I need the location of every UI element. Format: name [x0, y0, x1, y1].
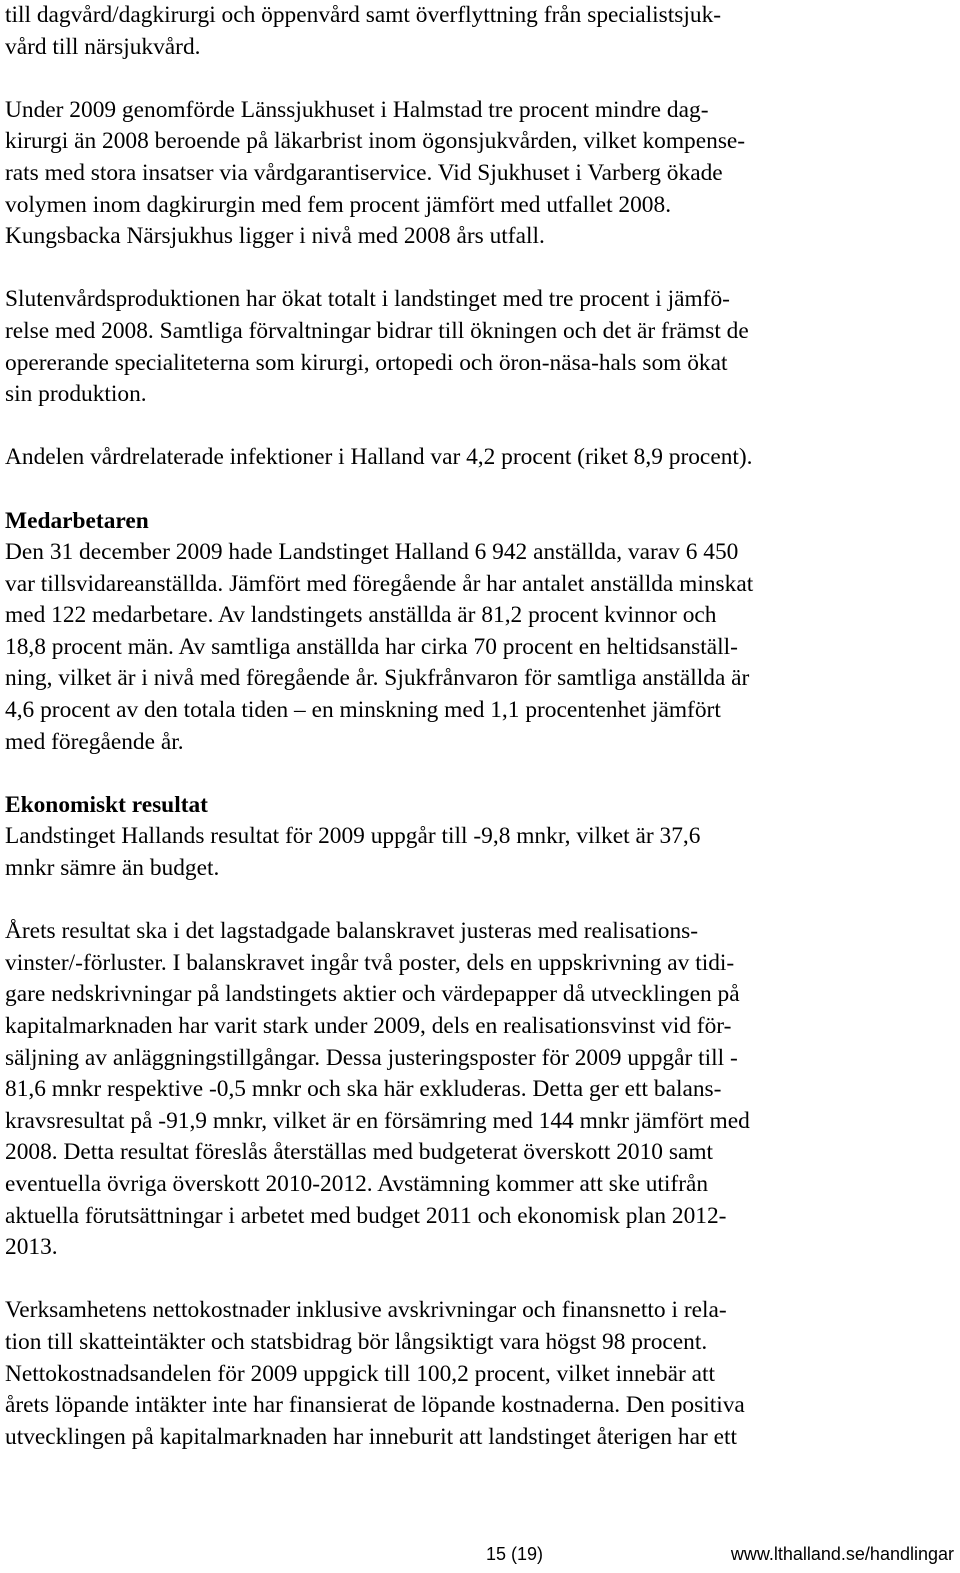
section-heading: Medarbetaren: [5, 507, 149, 534]
paragraph-gap: [5, 474, 955, 506]
text-line: 81,6 mnkr respektive -0,5 mnkr och ska här exkluderas. Detta ger ett balans-: [5, 1076, 722, 1103]
paragraph: [5, 916, 955, 1264]
paragraph-gap: [5, 411, 955, 443]
paragraph-gap: [5, 1264, 955, 1296]
section-heading: Ekonomiskt resultat: [5, 791, 208, 818]
paragraph: [5, 284, 955, 410]
text-line: Andelen vårdrelaterade infektioner i Halland var 4,2 procent (riket 8,9 procent).: [5, 444, 753, 471]
text-line: tion till skatteintäkter och statsbidrag bör långsiktigt vara högst 98 procent.: [5, 1328, 708, 1355]
text-line: Under 2009 genomförde Länssjukhuset i Halmstad tre procent mindre dag-: [5, 96, 709, 123]
text-line: 2013.: [5, 1234, 58, 1261]
text-line: med föregående år.: [5, 728, 184, 755]
text-line: till dagvård/dagkirurgi och öppenvård samt överflyttning från specialistsjuk-: [5, 2, 722, 28]
text-line: Den 31 december 2009 hade Landstinget Halland 6 942 anställda, varav 6 450: [5, 539, 739, 566]
text-line: med 122 medarbetare. Av landstingets anställda är 81,2 procent kvinnor och: [5, 602, 717, 629]
paragraph-gap: [5, 63, 955, 95]
section-ekonomiskt-resultat: [5, 790, 955, 885]
text-line: vård till närsjukvård.: [5, 33, 201, 60]
text-line: Landstinget Hallands resultat för 2009 uppgår till -9,8 mnkr, vilket är 37,6: [5, 823, 701, 850]
paragraph-gap: [5, 885, 955, 917]
text-line: ning, vilket är i nivå med föregående år. Sjukfrånvaron för samtliga anställda är: [5, 665, 750, 692]
text-line: vinster/-förluster. I balanskravet ingår två poster, dels en uppskrivning av tidi-: [5, 949, 735, 976]
paragraph-gap: [5, 253, 955, 285]
text-line: kapitalmarknaden har varit stark under 2009, dels en realisationsvinst vid för-: [5, 1013, 732, 1039]
text-line: säljning av anläggningstillgångar. Dessa justeringsposter för 2009 uppgår till -: [5, 1044, 738, 1071]
text-line: kirurgi än 2008 beroende på läkarbrist inom ögonsjukvården, vilket kompense-: [5, 128, 746, 155]
text-line: rats med stora insatser via vårdgarantiservice. Vid Sjukhuset i Varberg ökade: [5, 159, 723, 186]
text-line: Verksamhetens nettokostnader inklusive avskrivningar och finansnetto i rela-: [5, 1297, 727, 1324]
paragraph: [5, 0, 955, 63]
text-line: opererande specialiteterna som kirurgi, ortopedi och öron-näsa-hals som ökat: [5, 349, 728, 376]
text-line: eventuella övriga överskott 2010-2012. Avstämning kommer att ske utifrån: [5, 1170, 709, 1197]
text-line: kravsresultat på -91,9 mnkr, vilket är en försämring med 144 mnkr jämfört med: [5, 1107, 750, 1134]
paragraph: [5, 442, 955, 474]
section-medarbetaren: [5, 506, 955, 759]
paragraph: [5, 95, 955, 253]
paragraph: [5, 1295, 955, 1453]
text-line: 18,8 procent män. Av samtliga anställda har cirka 70 procent en heltidsanställ-: [5, 633, 738, 660]
text-line: relse med 2008. Samtliga förvaltningar bidrar till ökningen och det är främst de: [5, 317, 749, 344]
text-line: 4,6 procent av den totala tiden – en minskning med 1,1 procentenhet jämfört: [5, 697, 721, 724]
text-line: Årets resultat ska i det lagstadgade balanskravet justeras med realisations-: [5, 918, 699, 945]
text-line: Kungsbacka Närsjukhus ligger i nivå med 2008 års utfall.: [5, 223, 545, 250]
text-line: volymen inom dagkirurgin med fem procent jämfört med utfallet 2008.: [5, 191, 672, 218]
text-line: årets löpande intäkter inte har finansierat de löpande kostnaderna. Den positiva: [5, 1392, 745, 1419]
text-line: mnkr sämre än budget.: [5, 855, 220, 882]
text-line: sin produktion.: [5, 381, 147, 408]
page-number: 15 (19): [486, 1544, 544, 1564]
text-line: utvecklingen på kapitalmarknaden har inneburit att landstinget återigen har ett: [5, 1423, 737, 1450]
paragraph-gap: [5, 758, 955, 790]
text-line: aktuella förutsättningar i arbetet med budget 2011 och ekonomisk plan 2012-: [5, 1202, 727, 1229]
footer-url: www.lthalland.se/handlingar: [730, 1544, 954, 1564]
text-line: gare nedskrivningar på landstingets aktier och värdepapper då utvecklingen på: [5, 981, 740, 1008]
text-line: Slutenvårdsproduktionen har ökat totalt i landstinget med tre procent i jämfö-: [5, 286, 730, 313]
text-line: var tillsvidareanställda. Jämfört med föregående år har antalet anställda minskat: [5, 570, 754, 597]
text-line: 2008. Detta resultat föreslås återställas med budgeterat överskott 2010 samt: [5, 1139, 714, 1166]
text-line: Nettokostnadsandelen för 2009 uppgick till 100,2 procent, vilket innebär att: [5, 1360, 715, 1387]
document-body: [5, 0, 955, 1453]
